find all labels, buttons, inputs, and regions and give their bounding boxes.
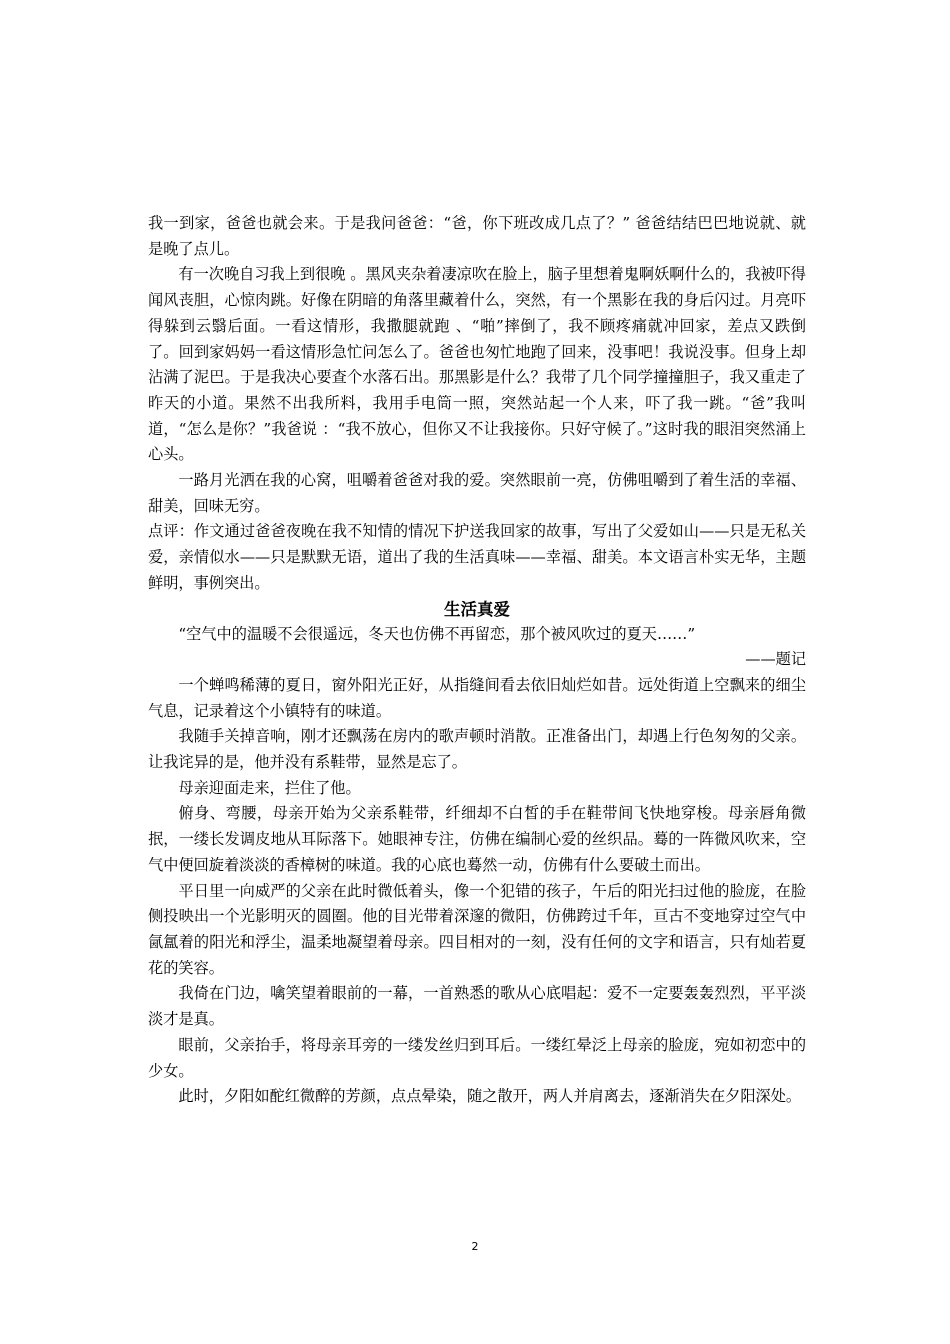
page-number: 2	[471, 1240, 479, 1253]
paragraph: 此时，夕阳如酡红微醉的芳颜，点点晕染，随之散开，两人并肩离去，逐渐消失在夕阳深处。	[178, 1087, 802, 1106]
epigraph: “空气中的温暖不会很遥远，冬天也仿佛不再留恋，那个被风吹过的夏天……”	[178, 624, 696, 643]
essay-title: 生活真爱	[444, 599, 510, 619]
review-paragraph: 点评：作文通过爸爸夜晚在我不知情的情况下护送我回家的故事，写出了父爱如山——只是无私关爱，亲情似水——只是默默无语，道出了我的生活真味——幸福、甜美。本文语言朴实无华，主题鲜明，事例突出。	[148, 522, 806, 592]
paragraph: 我一到家，爸爸也就会来。于是我问爸爸：“爸，你下班改成几点了？” 爸爸结结巴巴地说就、就是晚了点儿。	[148, 214, 806, 258]
epigraph-attribution: ——题记	[745, 650, 806, 669]
paragraph: 一个蝉鸣稀薄的夏日，窗外阳光正好，从指缝间看去依旧灿烂如昔。远处街道上空飘来的细尘气息，记录着这个小镇特有的味道。	[148, 675, 806, 720]
paragraph: 有一次晚自习我上到很晚 。黑风夹杂着凄凉吹在脸上，脑子里想着鬼啊妖啊什么的，我被吓得闻风丧胆，心惊肉跳。好像在阴暗的角落里藏着什么，突然，有一个黑影在我的身后闪过。月亮吓得躲到云翳后面。一看这情形，我撒腿就跑 、“啪”摔倒了，我不顾疼痛就冲回家，差点又跌倒了。回到家妈妈一看这情形急忙问怎么了。爸爸也匆忙地跑了回来，没事吧！我说没事。但身上却沾满了泥巴。于是我决心要查个水落石出。那黑影是什么？我带了几个同学撞撞胆子，我又重走了昨天的小道。果然不出我所料，我用手电筒一照，突然站起一个人来，吓了我一跳。“爸”我叫道，“怎么是你？”我爸说 ：“我不放心，但你又不让我接你。只好守候了。”这时我的眼泪突然涌上心头。	[148, 265, 806, 464]
document-body	[148, 211, 806, 1110]
paragraph: 俯身、弯腰，母亲开始为父亲系鞋带，纤细却不白皙的手在鞋带间飞快地穿梭。母亲唇角微抿，一缕长发调皮地从耳际落下。她眼神专注，仿佛在编制心爱的丝织品。蓦的一阵微风吹来，空气中便回旋着淡淡的香樟树的味道。我的心底也蓦然一动，仿佛有什么要破土而出。	[148, 804, 806, 874]
paragraph: 平日里一向威严的父亲在此时微低着头，像一个犯错的孩子，午后的阳光扫过他的脸庞，在脸侧投映出一个光影明灭的圆圈。他的目光带着深邃的微阳，仿佛跨过千年，亘古不变地穿过空气中氤氲着的阳光和浮尘，温柔地凝望着母亲。四目相对的一刻，没有任何的文字和语言，只有灿若夏花的笑容。	[148, 881, 806, 977]
paragraph: 母亲迎面走来，拦住了他。	[178, 778, 361, 797]
paragraph: 我随手关掉音响，刚才还飘荡在房内的歌声顿时消散。正准备出门，却遇上行色匆匆的父亲。让我诧异的是，他并没有系鞋带，显然是忘了。	[148, 727, 806, 772]
paragraph: 我倚在门边，噙笑望着眼前的一幕，一首熟悉的歌从心底唱起：爱不一定要轰轰烈烈，平平淡淡才是真。	[148, 984, 806, 1029]
paragraph: 眼前，父亲抬手，将母亲耳旁的一缕发丝归到耳后。一缕红晕泛上母亲的脸庞，宛如初恋中的少女。	[148, 1035, 806, 1080]
paragraph: 一路月光洒在我的心窝，咀嚼着爸爸对我的爱。突然眼前一亮，仿佛咀嚼到了着生活的幸福、甜美，回味无穷。	[148, 471, 806, 515]
